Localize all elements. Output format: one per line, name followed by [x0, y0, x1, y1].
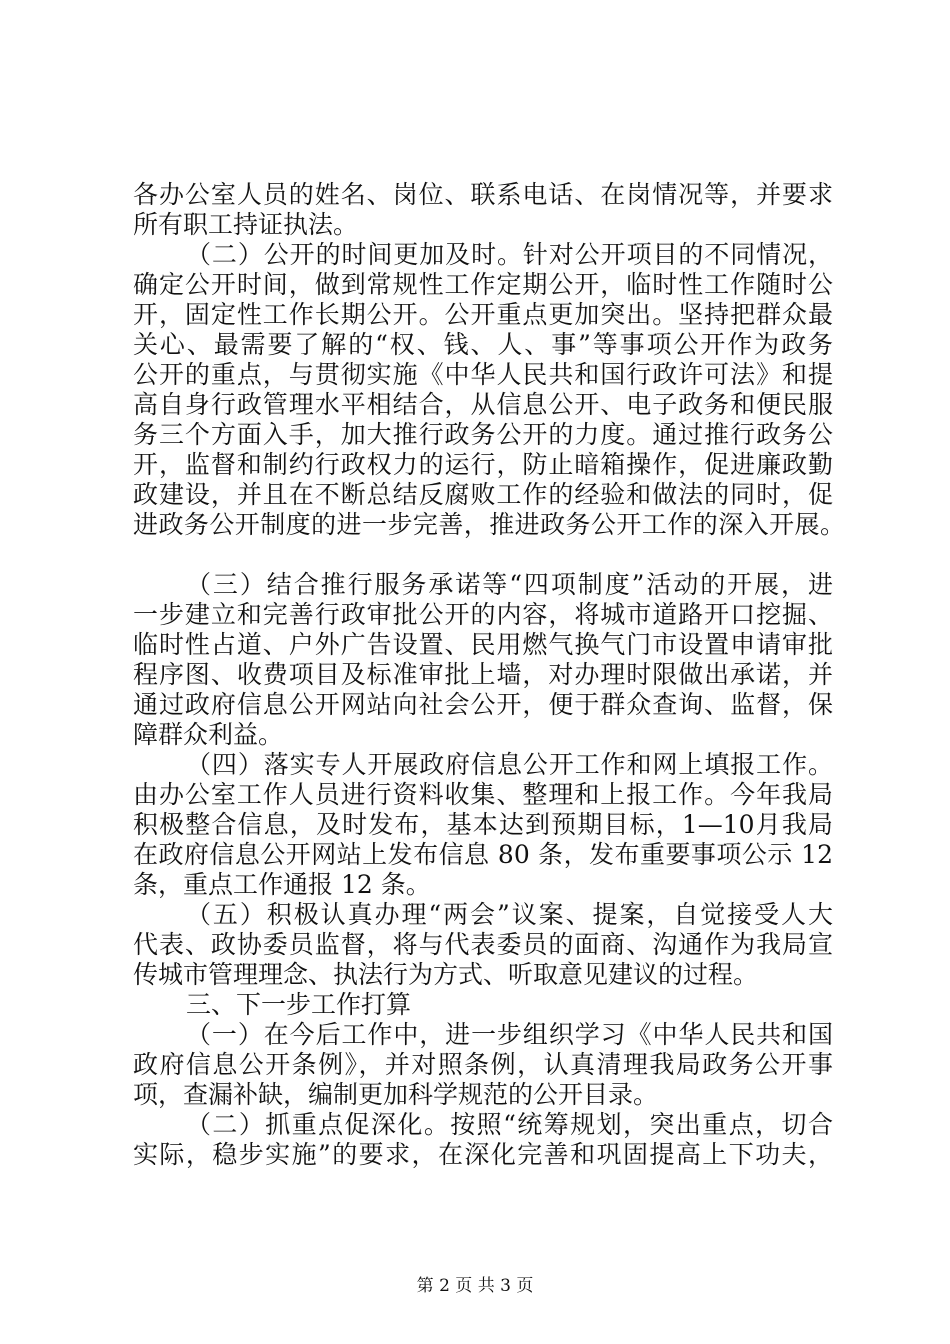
text-line: （一）在今后工作中，进一步组织学习《中华人民共和国	[186, 1020, 833, 1049]
text-line: 在政府信息公开网站上发布信息 80 条，发布重要事项公示 12	[133, 840, 833, 869]
text-line: （四）落实专人开展政府信息公开工作和网上填报工作。	[186, 750, 833, 779]
text-line: 由办公室工作人员进行资料收集、整理和上报工作。今年我局	[133, 780, 833, 809]
text-line: （二）公开的时间更加及时。针对公开项目的不同情况，	[186, 240, 833, 269]
text-line: 各办公室人员的姓名、岗位、联系电话、在岗情况等，并要求	[133, 180, 833, 209]
section-heading: 三、下一步工作打算	[186, 990, 412, 1019]
text-line: 进政务公开制度的进一步完善，推进政务公开工作的深入开展。	[133, 510, 845, 539]
text-line: 关心、最需要了解的“权、钱、人、事”等事项公开作为政务	[133, 330, 833, 359]
text-line: 实际，稳步实施”的要求，在深化完善和巩固提高上下功夫，	[133, 1140, 833, 1169]
text-line: 确定公开时间，做到常规性工作定期公开，临时性工作随时公	[133, 270, 833, 299]
text-line: 高自身行政管理水平相结合，从信息公开、电子政务和便民服	[133, 390, 833, 419]
text-line: 务三个方面入手，加大推行政务公开的力度。通过推行政务公	[133, 420, 833, 449]
text-line: 一步建立和完善行政审批公开的内容，将城市道路开口挖掘、	[133, 600, 833, 629]
text-line: （二）抓重点促深化。按照“统筹规划，突出重点，切合	[186, 1110, 833, 1139]
text-line: 所有职工持证执法。	[133, 210, 359, 239]
text-line: 政府信息公开条例》，并对照条例，认真清理我局政务公开事	[133, 1050, 833, 1079]
text-line: 政建设，并且在不断总结反腐败工作的经验和做法的同时，促	[133, 480, 833, 509]
text-line: 通过政府信息公开网站向社会公开，便于群众查询、监督，保	[133, 690, 833, 719]
text-line: 代表、政协委员监督，将与代表委员的面商、沟通作为我局宣	[133, 930, 833, 959]
text-line: 条，重点工作通报 12 条。	[133, 870, 431, 899]
text-line: 项，查漏补缺，编制更加科学规范的公开目录。	[133, 1080, 659, 1109]
text-line: 开，监督和制约行政权力的运行，防止暗箱操作，促进廉政勤	[133, 450, 833, 479]
text-line: 开，固定性工作长期公开。公开重点更加突出。坚持把群众最	[133, 300, 833, 329]
text-line: 障群众利益。	[133, 720, 284, 749]
text-line: 临时性占道、户外广告设置、民用燃气换气门市设置申请审批	[133, 630, 833, 659]
text-line: 程序图、收费项目及标准审批上墙，对办理时限做出承诺，并	[133, 660, 833, 689]
text-line: 传城市管理理念、执法行为方式、听取意见建议的过程。	[133, 960, 759, 989]
text-line: 积极整合信息，及时发布，基本达到预期目标，1—10月我局	[133, 810, 833, 839]
page-footer: 第 2 页 共 3 页	[416, 1276, 534, 1296]
text-line: （三）结合推行服务承诺等“四项制度”活动的开展，进	[186, 570, 833, 599]
text-line: 公开的重点，与贯彻实施《中华人民共和国行政许可法》和提	[133, 360, 833, 389]
text-line: （五）积极认真办理“两会”议案、提案，自觉接受人大	[186, 900, 833, 929]
